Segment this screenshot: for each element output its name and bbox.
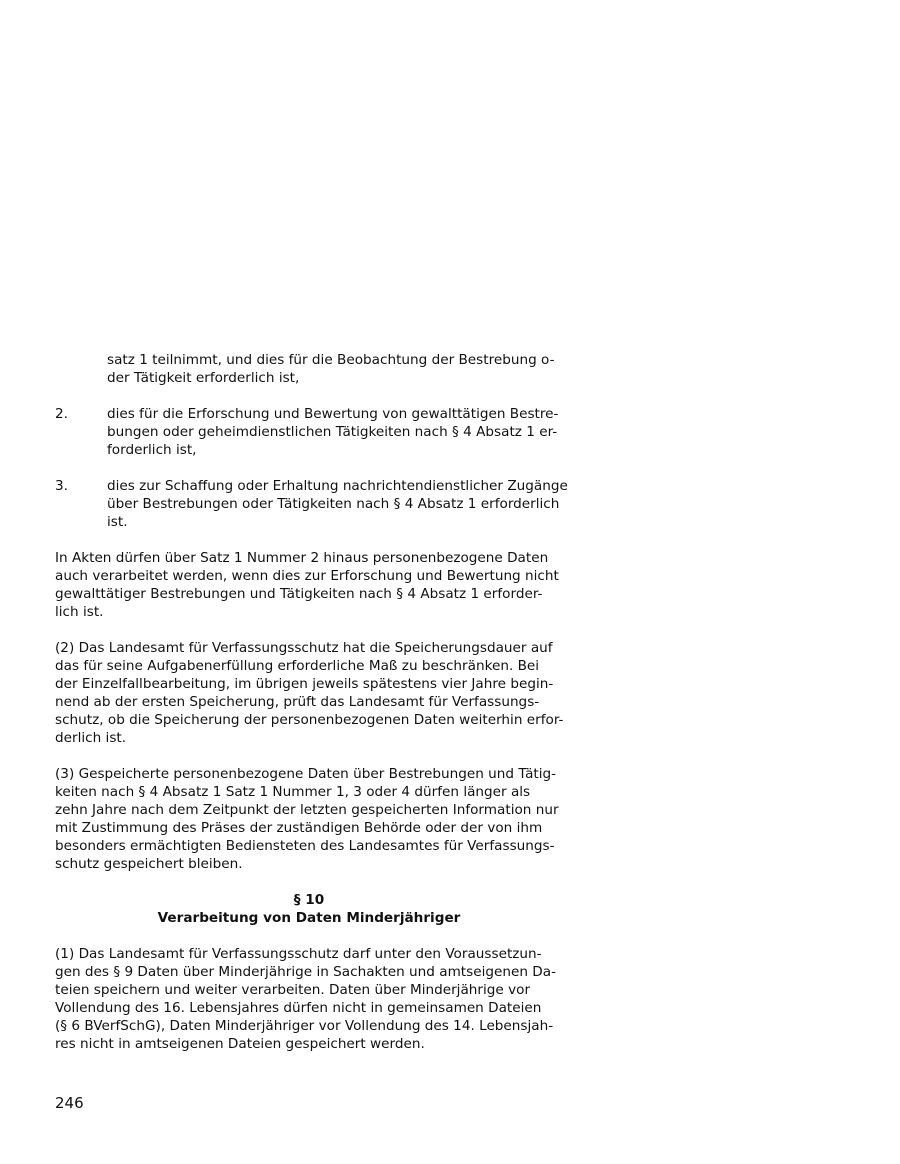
section-number: § 10: [293, 892, 325, 908]
text-line: In Akten dürfen über Satz 1 Nummer 2 hinaus personenbezogene Daten: [55, 550, 549, 566]
paragraph-3: [55, 765, 565, 873]
text-line: zehn Jahre nach dem Zeitpunkt der letzten gespeicherten Information nur: [55, 802, 559, 818]
continued-list-item: [55, 351, 565, 387]
text-line: forderlich ist,: [107, 442, 197, 458]
text-line: bungen oder geheimdienstlichen Tätigkeiten nach § 4 Absatz 1 er-: [107, 424, 558, 440]
text-line: schutz gespeichert bleiben.: [55, 856, 243, 872]
text-line: derlich ist.: [55, 730, 127, 746]
list-item-number: 2.: [55, 406, 68, 422]
section-title: Verarbeitung von Daten Minderjähriger: [157, 910, 461, 926]
section-heading: [55, 891, 563, 927]
paragraph-2: [55, 639, 565, 747]
text-line: res nicht in amtseigenen Dateien gespeichert werden.: [55, 1036, 425, 1052]
list-item-number: 3.: [55, 478, 68, 494]
text-line: auch verarbeitet werden, wenn dies zur Erforschung und Bewertung nicht: [55, 568, 559, 584]
text-line: lich ist.: [55, 604, 104, 620]
text-line: (2) Das Landesamt für Verfassungsschutz hat die Speicherungsdauer auf: [55, 640, 553, 656]
page-number: 246: [55, 1094, 84, 1112]
text-line: nend ab der ersten Speicherung, prüft das Landesamt für Verfassungs-: [55, 694, 540, 710]
section-paragraph-1: [55, 945, 565, 1053]
text-line: der Einzelfallbearbeitung, im übrigen jeweils spätestens vier Jahre begin-: [55, 676, 554, 692]
text-line: ist.: [107, 514, 128, 530]
text-line: gewalttätiger Bestrebungen und Tätigkeiten nach § 4 Absatz 1 erforder-: [55, 586, 543, 602]
document-page: [55, 351, 568, 1053]
text-line: schutz, ob die Speicherung der personenbezogenen Daten weiterhin erfor-: [55, 712, 564, 728]
text-line: mit Zustimmung des Präses der zuständigen Behörde oder der von ihm: [55, 820, 543, 836]
text-line: satz 1 teilnimmt, und dies für die Beobachtung der Bestrebung o-: [107, 352, 555, 368]
text-line: teien speichern und weiter verarbeiten. Daten über Minderjährige vor: [55, 982, 531, 998]
text-line: besonders ermächtigten Bediensteten des Landesamtes für Verfassungs-: [55, 838, 555, 854]
text-line: (3) Gespeicherte personenbezogene Daten über Bestrebungen und Tätig-: [55, 766, 557, 782]
text-line: der Tätigkeit erforderlich ist,: [107, 370, 300, 386]
text-line: dies für die Erforschung und Bewertung von gewalttätigen Bestre-: [107, 406, 559, 422]
text-line: über Bestrebungen oder Tätigkeiten nach § 4 Absatz 1 erforderlich: [107, 496, 560, 512]
text-line: (§ 6 BVerfSchG), Daten Minderjähriger vor Vollendung des 14. Lebensjah-: [55, 1018, 554, 1034]
paragraph-files: [55, 549, 565, 621]
text-line: dies zur Schaffung oder Erhaltung nachrichtendienstlicher Zugänge: [107, 478, 568, 494]
text-line: gen des § 9 Daten über Minderjährige in Sachakten und amtseigenen Da-: [55, 964, 556, 980]
text-line: keiten nach § 4 Absatz 1 Satz 1 Nummer 1, 3 oder 4 dürfen länger als: [55, 784, 531, 800]
text-line: Vollendung des 16. Lebensjahres dürfen nicht in gemeinsamen Dateien: [55, 1000, 542, 1016]
list-item-2: [55, 405, 565, 459]
text-line: das für seine Aufgabenerfüllung erforderliche Maß zu beschränken. Bei: [55, 658, 540, 674]
list-item-3: [55, 477, 568, 531]
text-line: (1) Das Landesamt für Verfassungsschutz darf unter den Voraussetzun-: [55, 946, 542, 962]
